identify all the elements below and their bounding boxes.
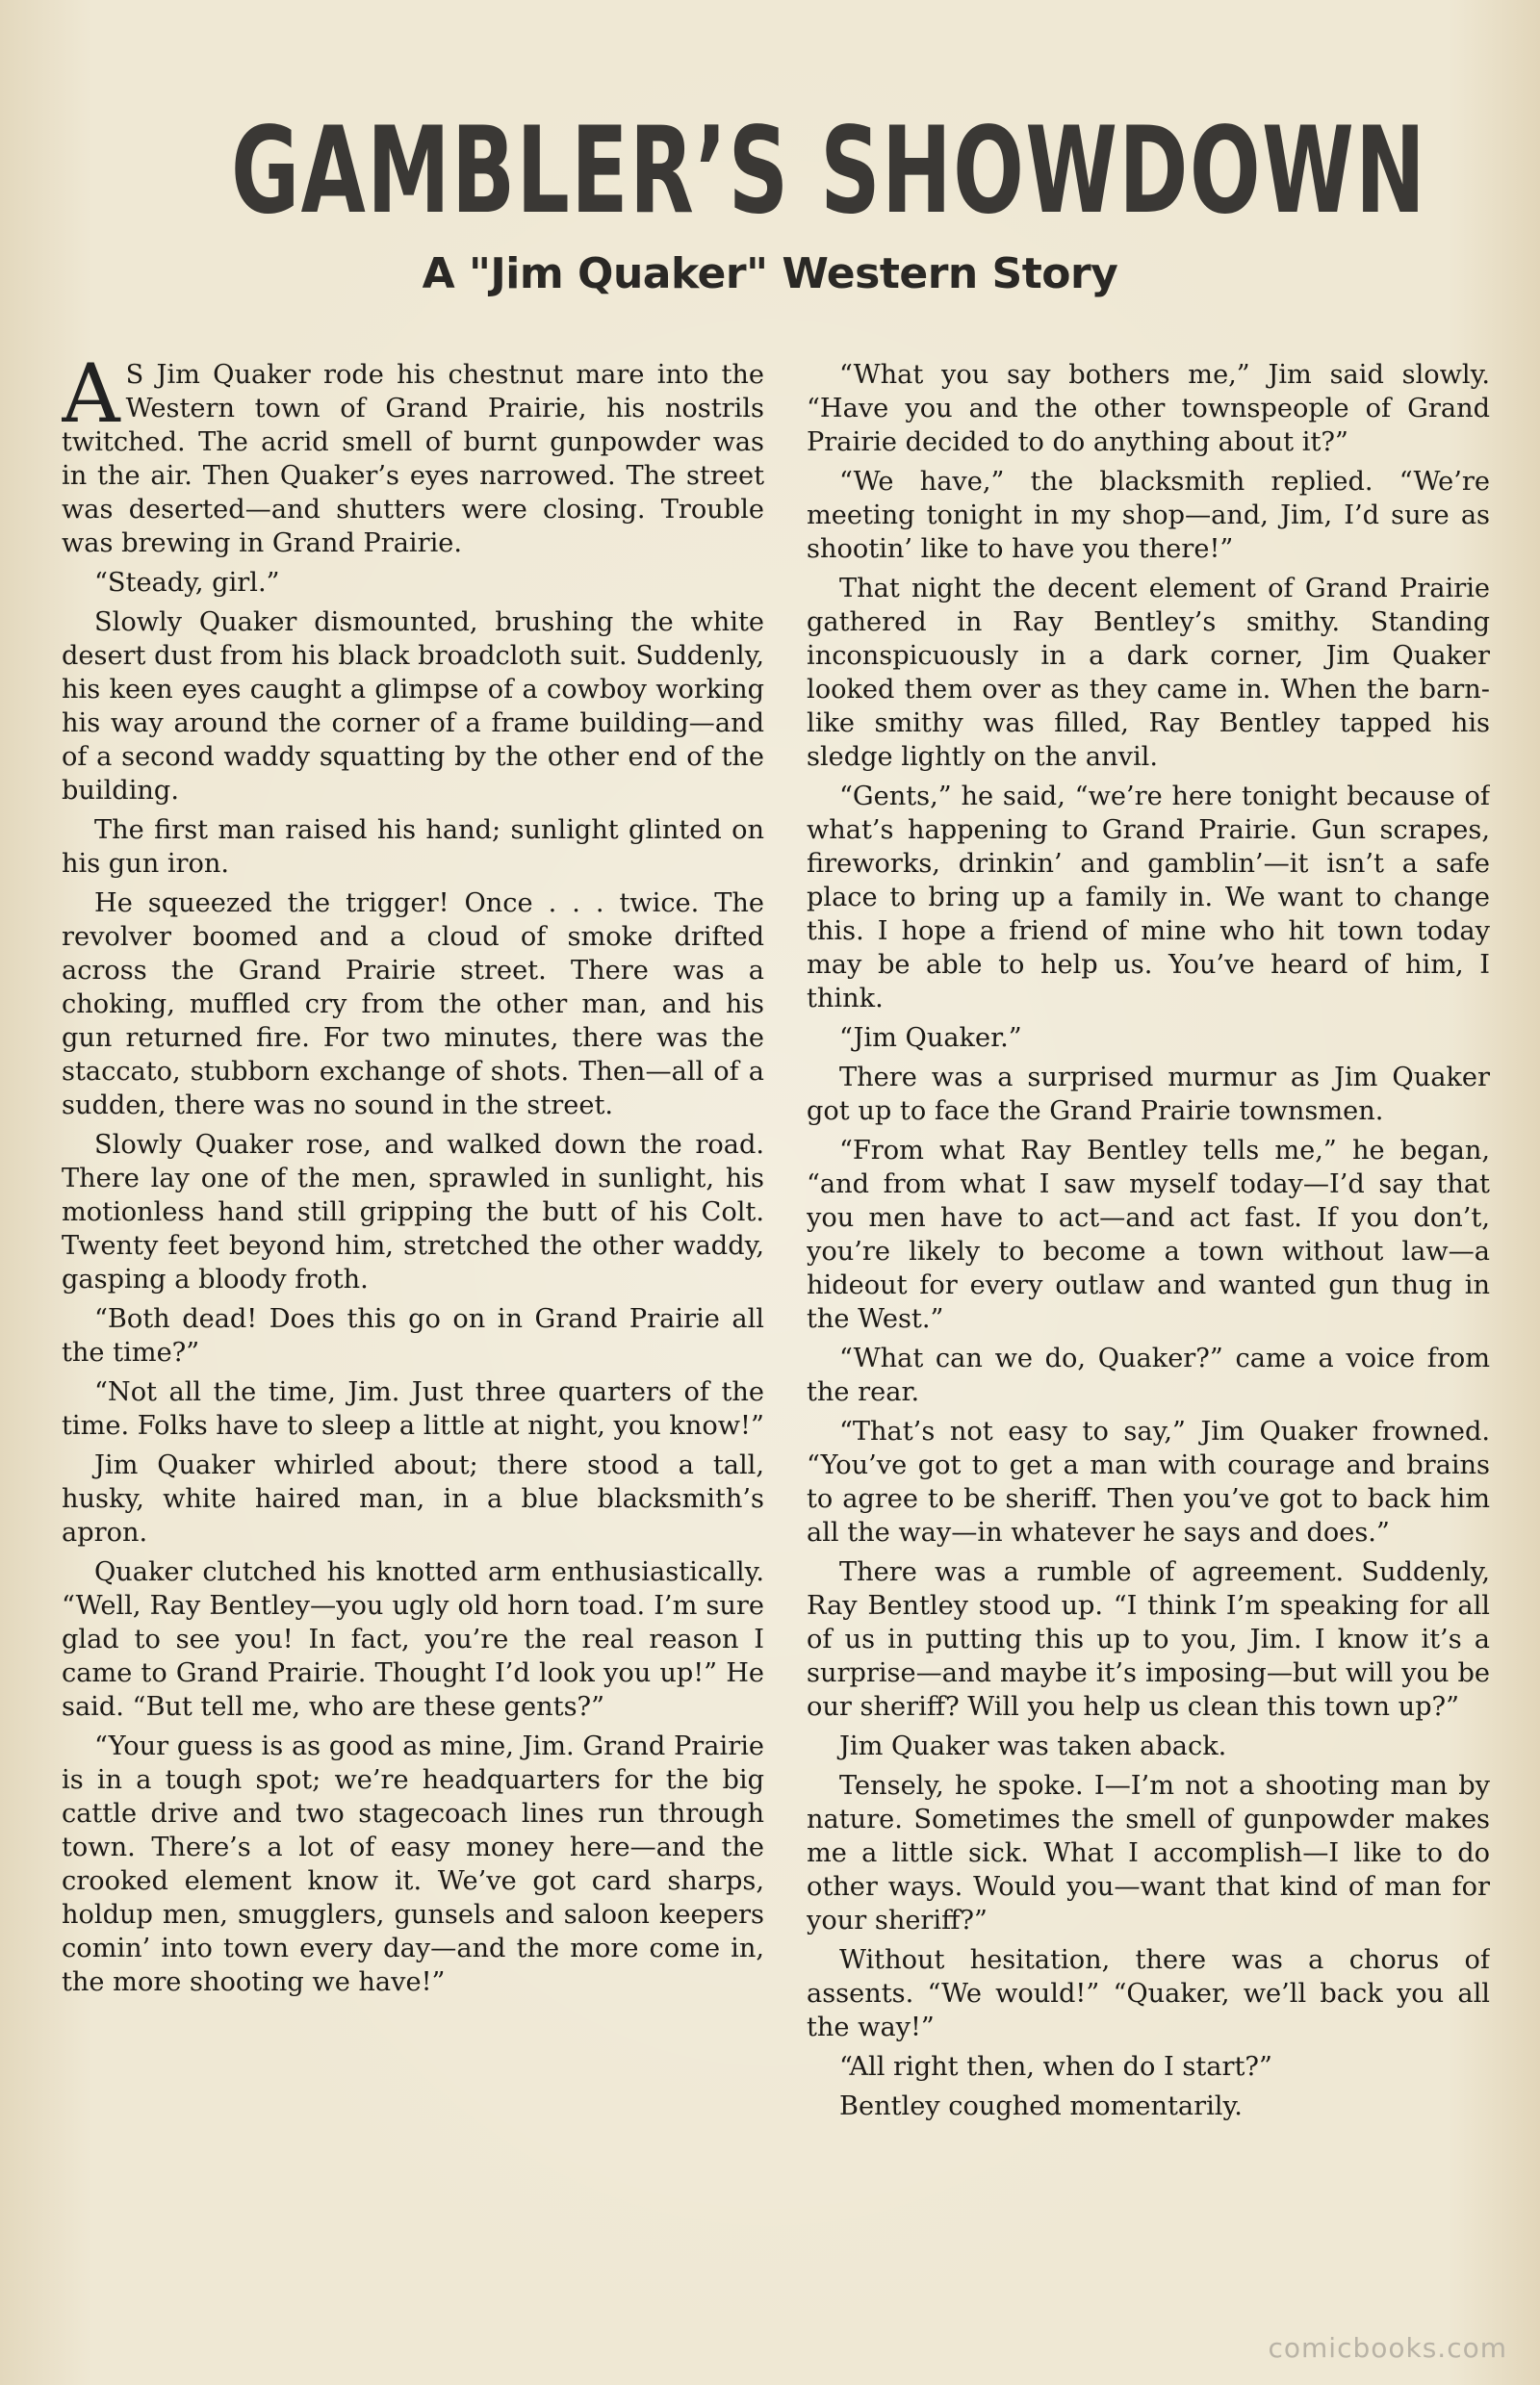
paragraph: “That’s not easy to say,” Jim Quaker frowned. “You’ve got to get a man with courage and brains to agree to be sheriff. Then you’ve got to back him all the way—in whatever he says and does.” — [807, 1417, 1490, 1548]
paragraph: There was a surprised murmur as Jim Quaker got up to face the Grand Prairie townsmen. — [807, 1063, 1490, 1126]
paragraph: Bentley coughed momentarily. — [839, 2091, 1243, 2121]
paragraph — [62, 358, 764, 560]
paragraph: “Gents,” he said, “we’re here tonight because of what’s happening to Grand Prairie. Gun scrapes, fireworks, drinkin’ and gamblin’—it isn’t a safe place to bring up a family in. We want to change this. I hope a friend of mine who hit town today may be able to help us. You’ve heard of him, I think. — [807, 782, 1490, 1013]
paragraph: Jim Quaker whirled about; there stood a tall, husky, white haired man, in a blue blacksmith’s apron. — [62, 1450, 764, 1548]
paragraph: “What you say bothers me,” Jim said slowly. “Have you and the other townspeople of Grand Prairie decided to do anything about it?” — [807, 360, 1490, 457]
paragraph: “All right then, when do I start?” — [839, 2052, 1272, 2082]
paragraph-text: S Jim Quaker rode his chestnut mare into the Western town of Grand Prairie, his nostrils twitched. The acrid smell of burnt gunpowder was in the air. Then Quaker’s eyes narrowed. The street was deserted—and shutters were closing. Trouble was brewing in Grand Prairie. — [62, 360, 764, 558]
right-column — [807, 358, 1490, 2244]
paragraph: He squeezed the trigger! Once . . . twice. The revolver boomed and a cloud of smoke drifted across the Grand Prairie street. There was a choking, muffled cry from the other man, and his gun returned fire. For two minutes, there was the staccato, stubborn exchange of shots. Then—all of a sudden, there was no sound in the street. — [62, 888, 764, 1120]
paragraph: “We have,” the blacksmith replied. “We’re meeting tonight in my shop—and, Jim, I’d sure as shootin’ like to have you there!” — [807, 467, 1490, 564]
paragraph: “Steady, girl.” — [94, 568, 280, 598]
story-subtitle: A "Jim Quaker" Western Story — [422, 249, 1118, 298]
left-column — [62, 358, 764, 2244]
paragraph: “Not all the time, Jim. Just three quarters of the time. Folks have to sleep a little at night, you know!” — [62, 1377, 764, 1441]
paragraph: Jim Quaker was taken aback. — [839, 1731, 1227, 1761]
paragraph: That night the decent element of Grand Prairie gathered in Ray Bentley’s smithy. Standing inconspicuously in a dark corner, Jim Quaker looked them over as they came in. When the barn-like smithy was filled, Ray Bentley tapped his sledge lightly on the anvil. — [807, 574, 1490, 772]
drop-cap: A — [62, 358, 120, 441]
paragraph: “Your guess is as good as mine, Jim. Grand Prairie is in a tough spot; we’re headquarters for the big cattle drive and two stagecoach lines run through town. There’s a lot of easy money here—and the crooked element know it. We’ve got card sharps, holdup men, smugglers, gunsels and saloon keepers comin’ into town every day—and the more come in, the more shooting we have!” — [62, 1731, 764, 1997]
story-title: GAMBLER’S SHOWDOWN — [231, 102, 1427, 241]
paragraph: Without hesitation, there was a chorus of assents. “We would!” “Quaker, we’ll back you all the way!” — [807, 1945, 1490, 2042]
paragraph: There was a rumble of agreement. Suddenly, Ray Bentley stood up. “I think I’m speaking for all of us in putting this up to you, Jim. I know it’s a surprise—and maybe it’s imposing—but will you be our sheriff? Will you help us clean this town up?” — [807, 1557, 1490, 1722]
paragraph: Slowly Quaker rose, and walked down the road. There lay one of the men, sprawled in sunlight, his motionless hand still gripping the butt of his Colt. Twenty feet beyond him, stretched the other waddy, gasping a bloody froth. — [62, 1130, 764, 1295]
paragraph: “From what Ray Bentley tells me,” he began, “and from what I saw myself today—I’d say that you men have to act—and act fast. If you don’t, you’re likely to become a town without law—a hideout for every outlaw and wanted gun thug in the West.” — [807, 1136, 1490, 1334]
paragraph: Quaker clutched his knotted arm enthusiastically. “Well, Ray Bentley—you ugly old horn toad. I’m sure glad to see you! In fact, you’re the real reason I came to Grand Prairie. Thought I’d look you up!” He said. “But tell me, who are these gents?” — [62, 1557, 764, 1722]
paragraph: Slowly Quaker dismounted, brushing the white desert dust from his black broadcloth suit. Suddenly, his keen eyes caught a glimpse of a cowboy working his way around the corner of a frame building—and of a second waddy squatting by the other end of the building. — [62, 607, 764, 806]
paragraph: Tensely, he spoke. I—I’m not a shooting man by nature. Sometimes the smell of gunpowder makes me a little sick. What I accomplish—I like to do other ways. Would you—want that kind of man for your sheriff?” — [807, 1771, 1490, 1936]
site-watermark: comicbooks.com — [1268, 2332, 1507, 2364]
paragraph: “Both dead! Does this go on in Grand Prairie all the time?” — [62, 1304, 764, 1368]
paragraph: The first man raised his hand; sunlight glinted on his gun iron. — [62, 815, 764, 879]
paragraph: “What can we do, Quaker?” came a voice from the rear. — [807, 1344, 1490, 1407]
paragraph: “Jim Quaker.” — [839, 1023, 1022, 1053]
